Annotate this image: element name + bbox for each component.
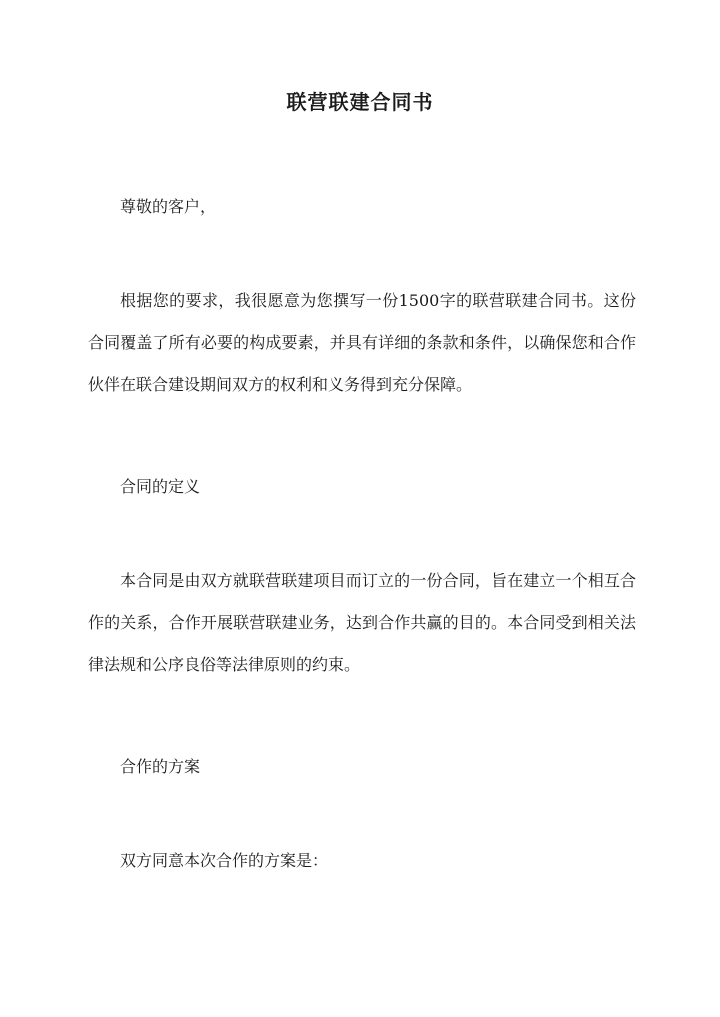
intro-paragraph: 根据您的要求，我很愿意为您撰写一份1500字的联营联建合同书。这份合同覆盖了所有必要的构成要素，并具有详细的条款和条件，以确保您和合作伙伴在联合建设期间双方的权利和义务得到充分保障。	[88, 291, 636, 394]
section-body-definition: 本合同是由双方就联营联建项目而订立的一份合同，旨在建立一个相互合作的关系，合作开展联营联建业务，达到合作共赢的目的。本合同受到相关法律法规和公序良俗等法律原则的约束。	[88, 571, 636, 674]
section-body-plan: 双方同意本次合作的方案是：	[120, 851, 329, 870]
document-title: 联营联建合同书	[286, 90, 434, 114]
section-heading-definition: 合同的定义	[120, 477, 201, 496]
section-heading-plan: 合作的方案	[120, 757, 201, 776]
greeting-paragraph: 尊敬的客户，	[120, 197, 217, 216]
